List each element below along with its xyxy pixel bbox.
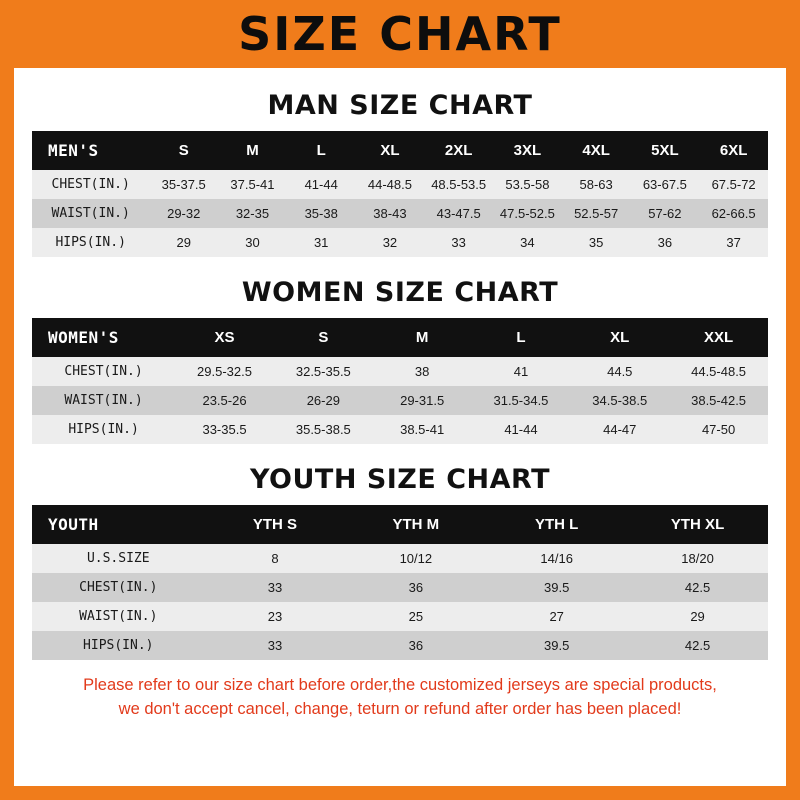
men-row-2-cell-3: 32 (356, 228, 425, 257)
women-table-body (32, 357, 768, 444)
women-row-2-cell-2: 38.5-41 (373, 415, 472, 444)
men-row-0-cell-5: 53.5-58 (493, 170, 562, 199)
men-row-1-cell-7: 57-62 (631, 199, 700, 228)
women-row-0-cell-2: 38 (373, 357, 472, 386)
table-row (32, 544, 768, 573)
men-row-2-cell-2: 31 (287, 228, 356, 257)
men-header-cell-3: L (287, 131, 356, 170)
men-row-0-cell-7: 63-67.5 (631, 170, 700, 199)
women-row-0-cell-3: 41 (472, 357, 571, 386)
youth-row-1-label: CHEST(IN.) (32, 573, 205, 602)
women-row-1-cell-3: 31.5-34.5 (472, 386, 571, 415)
men-header-cell-1: S (149, 131, 218, 170)
men-row-2-cell-8: 37 (699, 228, 768, 257)
women-row-0-cell-1: 32.5-35.5 (274, 357, 373, 386)
youth-row-2-cell-3: 29 (627, 602, 768, 631)
bottom-accent-bar (0, 786, 800, 800)
youth-row-3-cell-1: 36 (345, 631, 486, 660)
men-row-1-cell-2: 35-38 (287, 199, 356, 228)
women-header-cell-0: WOMEN'S (32, 318, 175, 357)
youth-row-3-cell-2: 39.5 (486, 631, 627, 660)
banner (0, 0, 800, 68)
men-section-title: MAN SIZE CHART (267, 90, 533, 121)
youth-row-2-cell-2: 27 (486, 602, 627, 631)
men-header-cell-2: M (218, 131, 287, 170)
men-row-1-cell-8: 62-66.5 (699, 199, 768, 228)
men-row-2-cell-4: 33 (424, 228, 493, 257)
men-row-2-cell-5: 34 (493, 228, 562, 257)
table-row (32, 199, 768, 228)
youth-header-cell-0: YOUTH (32, 505, 205, 544)
women-header-cell-1: XS (175, 318, 274, 357)
men-row-2-cell-1: 30 (218, 228, 287, 257)
men-size-table (32, 131, 768, 257)
youth-row-0-cell-2: 14/16 (486, 544, 627, 573)
men-row-1-cell-6: 52.5-57 (562, 199, 631, 228)
youth-row-0-cell-1: 10/12 (345, 544, 486, 573)
women-header-cell-3: M (373, 318, 472, 357)
table-header-row (32, 318, 768, 357)
youth-size-table (32, 505, 768, 660)
men-row-0-cell-8: 67.5-72 (699, 170, 768, 199)
men-row-2-label: HIPS(IN.) (32, 228, 149, 257)
women-table-head (32, 318, 768, 357)
men-row-1-label: WAIST(IN.) (32, 199, 149, 228)
youth-row-2-cell-0: 23 (205, 602, 346, 631)
youth-row-0-label: U.S.SIZE (32, 544, 205, 573)
page-title: SIZE CHART (238, 7, 562, 61)
youth-table-body (32, 544, 768, 660)
women-header-cell-6: XXL (669, 318, 768, 357)
youth-row-1-cell-3: 42.5 (627, 573, 768, 602)
women-row-2-cell-3: 41-44 (472, 415, 571, 444)
youth-header-cell-3: YTH L (486, 505, 627, 544)
women-section-title: WOMEN SIZE CHART (241, 277, 559, 308)
table-row (32, 357, 768, 386)
women-row-1-cell-2: 29-31.5 (373, 386, 472, 415)
youth-table-head (32, 505, 768, 544)
women-row-1-cell-4: 34.5-38.5 (570, 386, 669, 415)
footer-note (32, 674, 768, 722)
women-row-0-cell-0: 29.5-32.5 (175, 357, 274, 386)
women-row-1-cell-5: 38.5-42.5 (669, 386, 768, 415)
youth-header-cell-1: YTH S (205, 505, 346, 544)
footer-note-line-2: we don't accept cancel, change, teturn or refund after order has been placed! (118, 699, 682, 718)
women-row-2-cell-4: 44-47 (570, 415, 669, 444)
table-header-row (32, 131, 768, 170)
men-row-0-cell-2: 41-44 (287, 170, 356, 199)
men-row-0-cell-3: 44-48.5 (356, 170, 425, 199)
youth-header-cell-2: YTH M (345, 505, 486, 544)
women-row-2-cell-0: 33-35.5 (175, 415, 274, 444)
table-row (32, 415, 768, 444)
men-header-cell-8: 5XL (631, 131, 700, 170)
table-row (32, 602, 768, 631)
youth-row-0-cell-0: 8 (205, 544, 346, 573)
table-header-row (32, 505, 768, 544)
men-row-0-label: CHEST(IN.) (32, 170, 149, 199)
men-row-2-cell-7: 36 (631, 228, 700, 257)
men-table-head (32, 131, 768, 170)
women-header-cell-2: S (274, 318, 373, 357)
women-header-cell-4: L (472, 318, 571, 357)
table-row (32, 170, 768, 199)
table-row (32, 631, 768, 660)
women-row-1-cell-1: 26-29 (274, 386, 373, 415)
men-header-cell-0: MEN'S (32, 131, 149, 170)
youth-row-2-label: WAIST(IN.) (32, 602, 205, 631)
women-size-table (32, 318, 768, 444)
men-row-1-cell-0: 29-32 (149, 199, 218, 228)
women-row-0-cell-5: 44.5-48.5 (669, 357, 768, 386)
youth-row-3-label: HIPS(IN.) (32, 631, 205, 660)
youth-row-0-cell-3: 18/20 (627, 544, 768, 573)
men-header-cell-6: 3XL (493, 131, 562, 170)
youth-row-1-cell-2: 39.5 (486, 573, 627, 602)
men-row-2-cell-0: 29 (149, 228, 218, 257)
youth-header-cell-4: YTH XL (627, 505, 768, 544)
women-row-2-cell-1: 35.5-38.5 (274, 415, 373, 444)
men-row-0-cell-6: 58-63 (562, 170, 631, 199)
men-row-1-cell-1: 32-35 (218, 199, 287, 228)
women-header-cell-5: XL (570, 318, 669, 357)
men-row-0-cell-4: 48.5-53.5 (424, 170, 493, 199)
table-row (32, 228, 768, 257)
women-row-1-cell-0: 23.5-26 (175, 386, 274, 415)
women-row-2-label: HIPS(IN.) (32, 415, 175, 444)
women-row-0-cell-4: 44.5 (570, 357, 669, 386)
men-header-cell-7: 4XL (562, 131, 631, 170)
table-row (32, 573, 768, 602)
youth-row-2-cell-1: 25 (345, 602, 486, 631)
men-header-cell-5: 2XL (424, 131, 493, 170)
content (14, 90, 786, 722)
men-table-body (32, 170, 768, 257)
footer-note-line-1: Please refer to our size chart before order,the customized jerseys are special products, (83, 676, 717, 694)
women-row-2-cell-5: 47-50 (669, 415, 768, 444)
youth-row-1-cell-1: 36 (345, 573, 486, 602)
youth-row-3-cell-3: 42.5 (627, 631, 768, 660)
women-row-1-label: WAIST(IN.) (32, 386, 175, 415)
men-row-1-cell-5: 47.5-52.5 (493, 199, 562, 228)
men-row-1-cell-4: 43-47.5 (424, 199, 493, 228)
men-row-2-cell-6: 35 (562, 228, 631, 257)
men-row-1-cell-3: 38-43 (356, 199, 425, 228)
men-row-0-cell-1: 37.5-41 (218, 170, 287, 199)
men-row-0-cell-0: 35-37.5 (149, 170, 218, 199)
youth-section-title: YOUTH SIZE CHART (249, 464, 551, 495)
men-header-cell-4: XL (356, 131, 425, 170)
table-row (32, 386, 768, 415)
women-row-0-label: CHEST(IN.) (32, 357, 175, 386)
men-header-cell-9: 6XL (699, 131, 768, 170)
youth-row-1-cell-0: 33 (205, 573, 346, 602)
youth-row-3-cell-0: 33 (205, 631, 346, 660)
